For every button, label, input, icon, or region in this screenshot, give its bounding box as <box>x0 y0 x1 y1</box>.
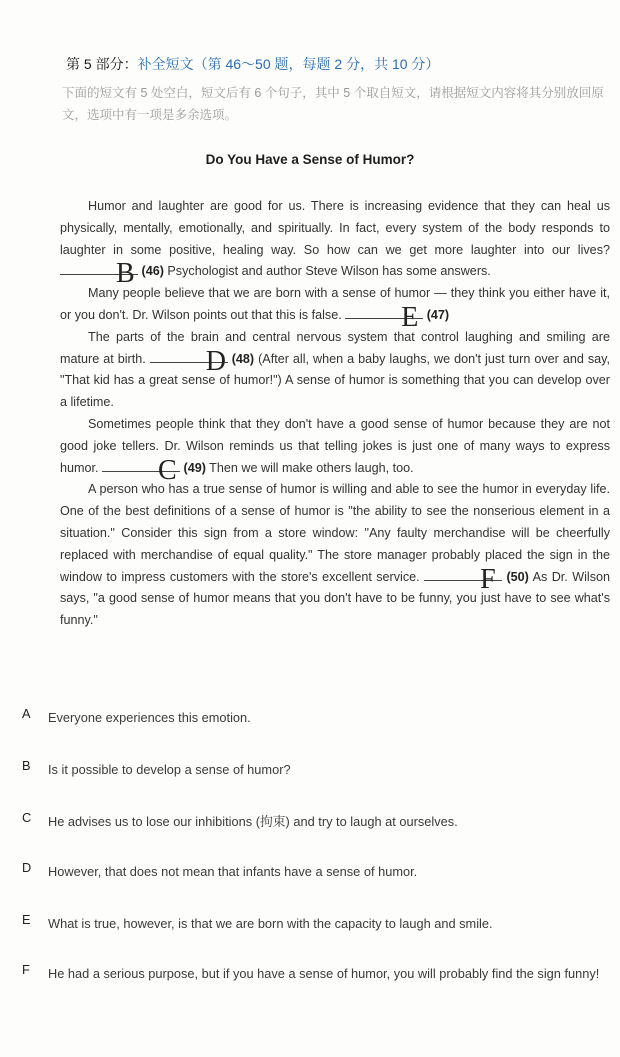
part-number: 第 5 部分： <box>66 56 138 72</box>
paragraph-1 <box>60 196 610 290</box>
answer-blank-47[interactable] <box>345 301 423 333</box>
answer-blank-48[interactable] <box>150 345 228 377</box>
option-label: E <box>22 912 31 927</box>
question-number: (49) <box>183 460 206 475</box>
option-label: A <box>22 706 31 721</box>
option-text: Is it possible to develop a sense of humor? <box>48 762 291 777</box>
paragraph-text: Many people believe that we are born with a sense of humor — they think you either have it, or you don't. Dr. Wilson points out that this is false. <box>60 286 610 322</box>
paragraph-text: (After all, when a baby laughs, we don't just turn over and say, "That kid has a great sense of humor!") A sense of humor is something that you can develop over a lifetime. <box>60 351 610 410</box>
option-label: F <box>22 962 30 977</box>
passage-body <box>60 196 610 632</box>
paragraph-3 <box>60 327 610 414</box>
paragraph-text: Psychologist and author Steve Wilson has some answers. <box>163 264 491 279</box>
option-text: What is true, however, is that we are born with the capacity to laugh and smile. <box>48 916 493 931</box>
paragraph-4 <box>60 414 610 486</box>
option-label: B <box>22 758 31 773</box>
option-label: C <box>22 810 32 825</box>
option-text: Everyone experiences this emotion. <box>48 710 251 725</box>
paragraph-text: A person who has a true sense of humor is willing and able to see the humor in everyday life. One of the best definitions of a sense of humor is "the ability to see the nonserious element in a situation." Consider this sign from a store window: "Any faulty merchandise will be cheerfully replaced with merchandise of equal quality." The store manager probably placed the sign in the window to impress customers with the store's excellent service. <box>60 482 610 584</box>
option-label: D <box>22 860 32 875</box>
question-number: (46) <box>141 264 164 279</box>
question-number: (47) <box>426 307 450 322</box>
option-text: He had a serious purpose, but if you have a sense of humor, you will probably find the sign funny! <box>48 966 600 981</box>
section-title: 补全短文 <box>137 56 194 72</box>
handwritten-answer: E <box>401 301 419 333</box>
option-text: He advises us to lose our inhibitions (拘束) and try to laugh at ourselves. <box>48 814 458 829</box>
question-number: (48) <box>231 351 255 366</box>
paragraph-text: The parts of the brain and central nervous system that control laughing and smiling are mature at birth. <box>60 329 610 366</box>
handwritten-answer: F <box>480 563 496 595</box>
option-text: However, that does not mean that infants have a sense of humor. <box>48 864 418 879</box>
answer-blank-46[interactable] <box>60 258 138 290</box>
answer-blank-49[interactable] <box>102 454 180 486</box>
paragraph-text: As Dr. Wilson says, "a good sense of humor means that you don't have to be funny, you just have to see what's funny." <box>60 569 610 628</box>
paragraph-text: Humor and laughter are good for us. There is increasing evidence that they can heal us physically, mentally, emotionally, and spiritually. In fact, every system of the body responds to laughter in some positive, healing way. So how can we get more laughter into our lives? <box>60 199 610 257</box>
paragraph-2 <box>60 283 610 333</box>
handwritten-answer: D <box>205 345 226 377</box>
paragraph-5 <box>60 479 610 632</box>
handwritten-answer: B <box>116 258 135 290</box>
answer-blank-50[interactable] <box>424 563 502 595</box>
section-header <box>66 54 596 74</box>
section-instructions: 下面的短文有 5 处空白，短文后有 6 个句子，其中 5 个取自短文，请根据短文内容将其分别放回原文，选项中有一项是多余选项。 <box>62 86 604 122</box>
question-number: (50) <box>506 569 529 584</box>
paragraph-text: Then we will make others laugh, too. <box>205 460 414 475</box>
section-score-range: （第 46～50 题，每题 2 分，共 10 分） <box>193 56 440 72</box>
paragraph-text: Sometimes people think that they don't have a good sense of humor because they are not good joke tellers. Dr. Wilson reminds us that telling jokes is just one of many ways to express humor. <box>60 416 610 475</box>
handwritten-answer: C <box>158 454 177 486</box>
passage-title: Do You Have a Sense of Humor? <box>205 152 415 167</box>
